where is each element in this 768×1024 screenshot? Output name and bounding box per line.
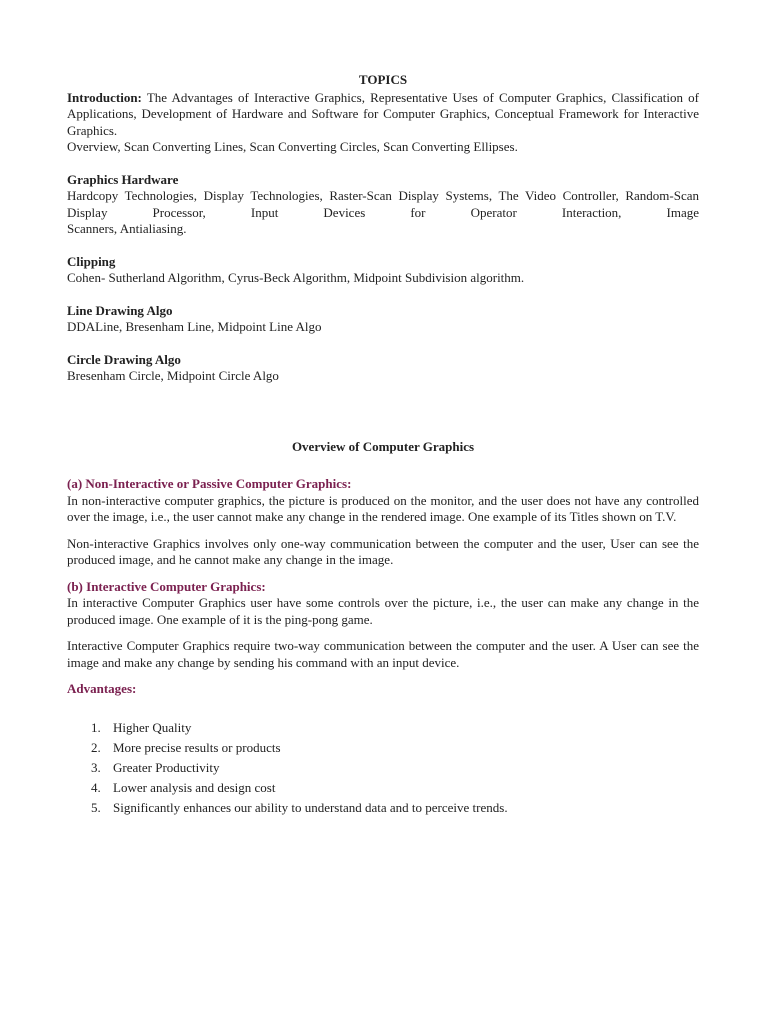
list-item [67, 758, 699, 778]
intro-text: The Advantages of Interactive Graphics, Representative Uses of Computer Graphics, Classification of Applications, Development of Hardware and Software for Computer Graphics, Conceptual Framework for Interactive Graphics. [67, 89, 699, 138]
section-circle-drawing [67, 352, 699, 385]
non-interactive-heading: (a) Non-Interactive or Passive Computer Graphics: [67, 476, 352, 491]
document-page [67, 72, 699, 819]
intro-label: Introduction: [67, 89, 142, 105]
section-clipping [67, 254, 699, 287]
list-item [67, 738, 699, 758]
section-text: Scanners, Antialiasing. [67, 221, 187, 236]
section-text: DDALine, Bresenham Line, Midpoint Line Algo [67, 319, 322, 334]
list-item-text: Significantly enhances our ability to understand data and to perceive trends. [113, 800, 508, 816]
list-item [67, 798, 699, 818]
list-item [67, 778, 699, 798]
list-item-text: Higher Quality [113, 719, 192, 735]
section-graphics-hardware [67, 172, 699, 238]
list-item [67, 718, 699, 738]
list-item-number: 4. [91, 780, 101, 796]
advantages-heading: Advantages: [67, 681, 137, 696]
list-item-number: 5. [91, 800, 101, 816]
list-item-number: 1. [91, 719, 101, 735]
section-text: Bresenham Circle, Midpoint Circle Algo [67, 368, 279, 383]
non-interactive-para-1: In non-interactive computer graphics, the picture is produced on the monitor, and the user does not have any controlled over the image, i.e., the user cannot make any change in the rendered image. One example of its Titles shown on T.V. [67, 492, 699, 524]
section-heading: Graphics Hardware [67, 171, 179, 187]
section-line-drawing [67, 303, 699, 336]
section-text: Hardcopy Technologies, Display Technologies, Raster-Scan Display Systems, The Video Controller, Random-Scan Display Processor, Input Devices for Operator Interaction, Image [67, 188, 699, 220]
section-text: Cohen- Sutherland Algorithm, Cyrus-Beck Algorithm, Midpoint Subdivision algorithm. [67, 270, 525, 285]
list-item-text: Lower analysis and design cost [113, 780, 276, 796]
advantages-list [67, 718, 699, 819]
section-heading: Line Drawing Algo [67, 302, 173, 318]
section-heading: Clipping [67, 253, 116, 269]
list-item-number: 2. [91, 739, 101, 755]
intro-paragraph [67, 90, 699, 140]
list-item-number: 3. [91, 759, 101, 775]
overview-title: Overview of Computer Graphics [291, 438, 475, 454]
list-item-text: Greater Productivity [113, 759, 220, 775]
interactive-para-1: In interactive Computer Graphics user have some controls over the picture, i.e., the user can make any change in the produced image. One example of it is the ping-pong game. [67, 595, 699, 627]
intro-line-2: Overview, Scan Converting Lines, Scan Converting Circles, Scan Converting Ellipses. [67, 139, 518, 154]
interactive-para-2: Interactive Computer Graphics require two-way communication between the computer and the user. A User can see the image and make any change by sending his command with an input device. [67, 638, 699, 670]
non-interactive-para-2: Non-interactive Graphics involves only one-way communication between the computer and the user, User can see the produced image, and he cannot make any change in the image. [67, 535, 699, 567]
topics-title: TOPICS [358, 72, 408, 87]
interactive-heading: (b) Interactive Computer Graphics: [67, 578, 266, 594]
section-heading: Circle Drawing Algo [67, 351, 181, 367]
list-item-text: More precise results or products [113, 739, 281, 755]
